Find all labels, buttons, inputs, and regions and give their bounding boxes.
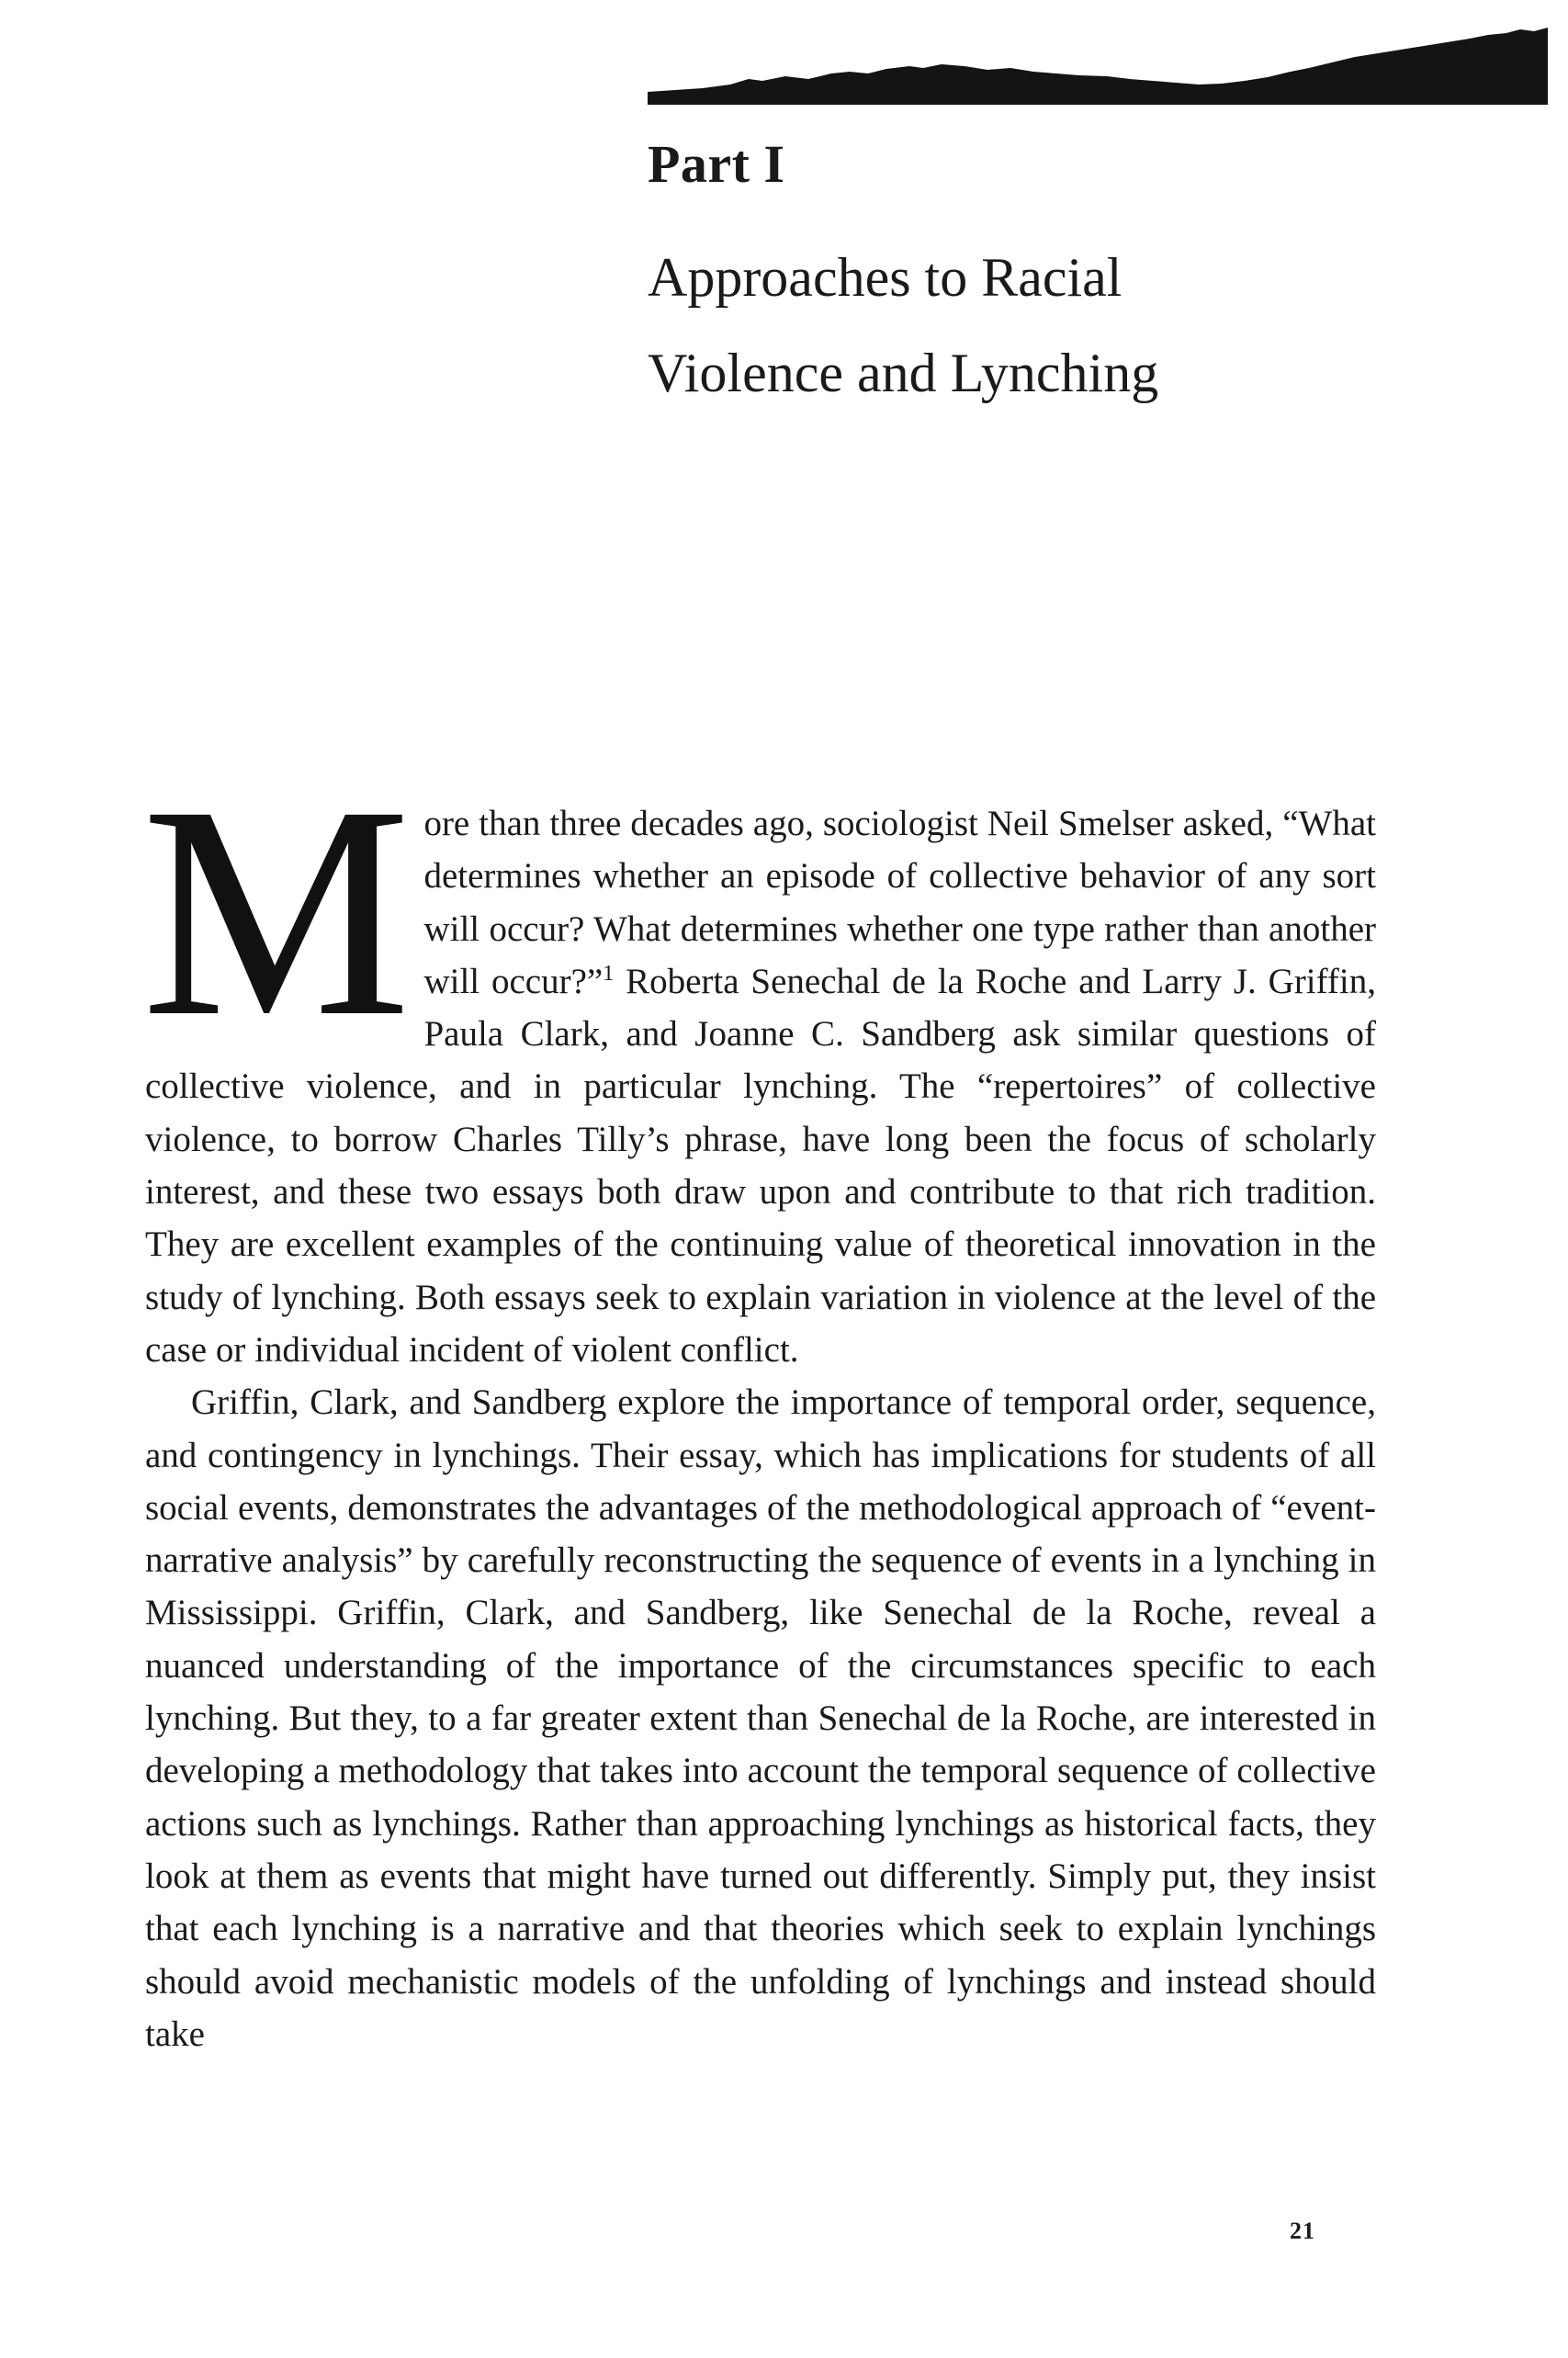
part-title-line-1: Approaches to Racial: [648, 247, 1122, 308]
body-text: [141, 744, 1376, 2060]
part-title-line-2: Violence and Lynching: [648, 343, 1159, 403]
footnote-marker: 1: [603, 961, 615, 986]
landscape-silhouette-image: [648, 26, 1548, 105]
drop-cap: M: [141, 744, 412, 1079]
part-label: Part I: [648, 134, 785, 194]
paragraph-1-continuation: Roberta Senechal de la Roche and Larry J. Griffin, Paula Clark, and Joanne C. Sandberg ask similar questions of collective violence, and in particular lynching. The “repertoires” of collective violence, to borrow Charles Tilly’s phrase, have long been the focus of scholarly interest, and these two essays both draw upon and contribute to that rich tradition. They are excellent examples of the continuing value of theoretical innovation in the study of lynching. Both essays seek to explain variation in violence at the level of the case or individual incident of violent conflict.: [145, 961, 1376, 1370]
paragraph-1: [141, 744, 1376, 1376]
part-title: [648, 230, 1474, 421]
paragraph-1-text: ore than three decades ago, sociologist Neil Smelser asked, “What determines whether an episode of collective behavior of any sort will occur? What determines whether one type rather than another will occur?”: [423, 804, 1376, 1001]
page-number: 21: [1290, 2217, 1315, 2244]
landscape-silhouette-graphic: [648, 26, 1548, 105]
paragraph-2: Griffin, Clark, and Sandberg explore the importance of temporal order, sequence, and contingency in lynchings. Their essay, which has implications for students of all social events, demonstrates the advantages of the methodological approach of “event-narrative analysis” by carefully reconstructing the sequence of events in a lynching in Mississippi. Griffin, Clark, and Sandberg, like Senechal de la Roche, reveal a nuanced understanding of the importance of the circumstances specific to each lynching. But they, to a far greater extent than Senechal de la Roche, are interested in developing a methodology that takes into account the temporal sequence of collective actions such as lynchings. Rather than approaching lynchings as historical facts, they look at them as events that might have turned out differently. Simply put, they insist that each lynching is a narrative and that theories which seek to explain lynchings should avoid mechanistic models of the unfolding of lynchings and instead should take: [145, 1382, 1376, 2054]
